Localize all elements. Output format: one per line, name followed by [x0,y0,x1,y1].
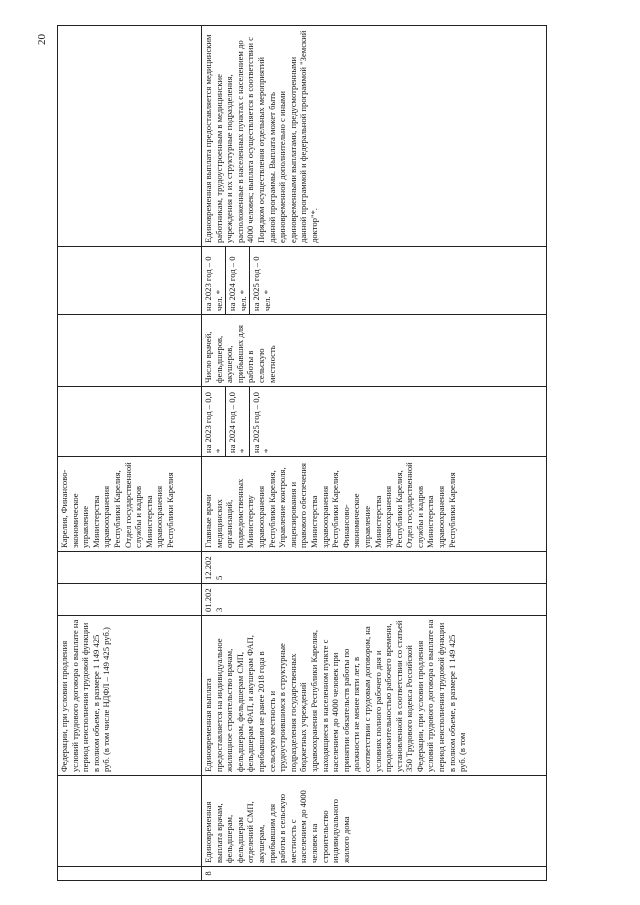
target-2023: на 2023 год – 0 чел. * [202,247,226,314]
measure-description: Единовременная выплата предоставляется на индивидуальное жилищное строительство врачам, фельдшерам, фельдшерам СМП, фельдшерам ФАП, и акушерам ФАП, прибывшим не ранее 2018 года в сельскую местность и трудоустроившимся в структурные подразделения государственных бюджетных учреждений здравоохранения Республики Карелия, находящиеся в населенном пункте с населением до 4000 человек при принятии обязательств работы по должности не менее пяти лет, в соответствии с трудовым договором, на условиях полного рабочего дня и продолжительностью рабочего времени, установленной в соответствии со статьей 350 Трудового кодекса Российской Федерации, при условии продления условий трудового договора о выплате на период неисполнения трудовой функции в полном объеме, в размере 1 149 425 руб. (в том [202,616,547,776]
cell-start-empty [58,584,202,616]
funding-2025: на 2025 год – 0,0 * [251,392,272,453]
end-date: 12.2025 [202,552,547,584]
cell-end-empty [58,552,202,584]
funding-2024: на 2024 год – 0,0 * [226,387,250,456]
cell-num-empty [58,867,202,881]
program-table [57,25,547,881]
row-number: 8 [202,867,547,881]
funding-values [202,387,547,457]
cell-description-cont: Федерации, при условии продления условий трудового договора о выплате на период неисполнения трудовой функции в полном объеме, в размере 1 149 425 руб. (в том числе НДФЛ – 149 425 руб.) [58,616,202,776]
target-2024: на 2024 год – 0 чел. * [226,247,250,314]
note: Единовременная выплата предоставляется медицинским работникам, трудоустроенным в медицинские учреждения и их структурные подразделения, расположенные в населенных пунктах с населением до 4000 человек; выплата осуществляется в соответствии с Порядком осуществления отдельных мероприятий данной программы. Выплата может быть единовременной дополнительно с иными единовременными выплатами, предусмотренными данной программой и федеральной программой "Земский доктор"*. [202,26,547,247]
responsible-executors: Главные врачи медицинских организаций, подведомственных Министерству здравоохранения Республики Карелия, Управление контроля, лицензирования и правового обеспечения Министерства здравоохранения Республики Карелия, Финансово-экономическое управление Министерства здравоохранения Республики Карелия, Отдел государственной службы и кадров Министерства здравоохранения Республики Карелия [202,457,547,552]
start-date: 01.2023 [202,584,547,616]
indicator-targets [202,247,547,315]
cell-targets-empty [58,247,202,315]
cell-values-empty [58,387,202,457]
table-row-8 [202,26,547,881]
page-number: 20 [36,34,48,45]
cell-note-empty [58,26,202,247]
funding-2023: на 2023 год – 0,0 * [202,387,226,456]
cell-indicator-empty [58,315,202,387]
indicator-name: Число врачей, фельдшеров, акушеров, прибывших для работы в сельскую местность [202,315,547,387]
cell-name-empty [58,776,202,867]
cell-responsible-cont: Карелия, Финансово-экономическое управление Министерства здравоохранения Республики Карелия, Отдел государственной службы и кадров Министерства здравоохранения Республики Карелия [58,457,202,552]
target-2025: на 2025 год – 0 чел. * [251,256,272,311]
measure-name: Единовременная выплата врачам, фельдшерам, фельдшерам отделений СМП, акушерам, прибывшим для работы в сельскую местность с населением до 4000 человек на строительство индивидуального жилого дома [202,776,547,867]
table-row-continued [58,26,202,881]
